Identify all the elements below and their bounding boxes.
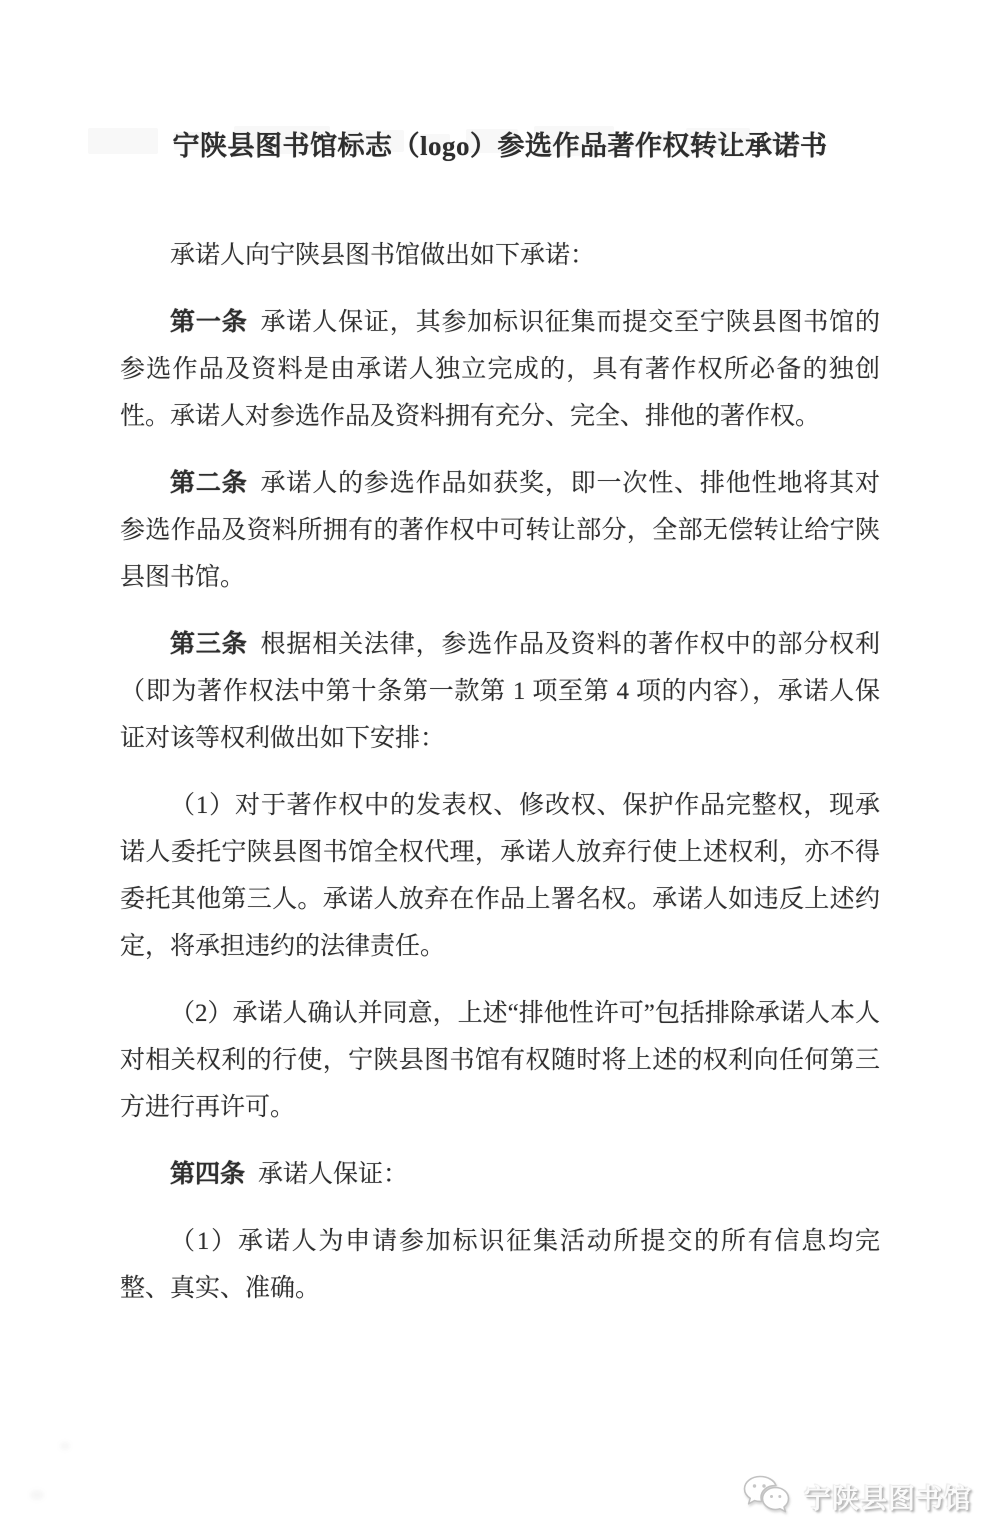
scan-smudge [30,1490,44,1500]
scan-smudge [60,1442,70,1450]
article-paragraph-1 [120,299,880,440]
article-paragraph-4 [120,1151,880,1198]
watermark [741,1474,972,1518]
article-paragraph-3 [120,621,880,762]
intro-text: 承诺人向宁陕县图书馆做出如下承诺： [170,242,596,269]
wechat-icon [741,1474,797,1518]
article-text: 承诺人保证： [258,1161,409,1188]
article-label: 第一条 [170,309,248,336]
article-subparagraph-3-2 [120,990,880,1131]
intro-paragraph [120,232,880,279]
article-text: （1）对于著作权中的发表权、修改权、保护作品完整权，现承诺人委托宁陕县图书馆全权代理，承诺人放弃行使上述权利，亦不得委托其他第三人。承诺人放弃在作品上署名权。承诺人如违反上述约定，将承担违约的法律责任。 [120,792,880,960]
article-label: 第四条 [170,1161,246,1188]
document-page [0,126,1000,1540]
article-text: 根据相关法律，参选作品及资料的著作权中的部分权利（即为著作权法中第十条第一款第 1 项至第 4 项的内容），承诺人保证对该等权利做出如下安排： [120,631,880,752]
article-label: 第三条 [170,631,248,658]
article-paragraph-2 [120,460,880,601]
document-title: 宁陕县图书馆标志（logo）参选作品著作权转让承诺书 [172,131,828,161]
article-text: （2）承诺人确认并同意，上述“排他性许可”包括排除承诺人本人对相关权利的行使，宁陕县图书馆有权随时将上述的权利向任何第三方进行再许可。 [120,1000,880,1121]
article-text: 承诺人的参选作品如获奖，即一次性、排他性地将其对参选作品及资料所拥有的著作权中可转让部分，全部无偿转让给宁陕县图书馆。 [120,470,880,591]
article-subparagraph-4-1 [120,1218,880,1312]
watermark-text: 宁陕县图书馆 [804,1483,972,1514]
article-text: （1）承诺人为申请参加标识征集活动所提交的所有信息均完整、真实、准确。 [120,1228,880,1302]
article-label: 第二条 [170,470,248,497]
article-subparagraph-3-1 [120,782,880,970]
article-text: 承诺人保证，其参加标识征集而提交至宁陕县图书馆的参选作品及资料是由承诺人独立完成的，具有著作权所必备的独创性。承诺人对参选作品及资料拥有充分、完全、排他的著作权。 [120,309,880,430]
